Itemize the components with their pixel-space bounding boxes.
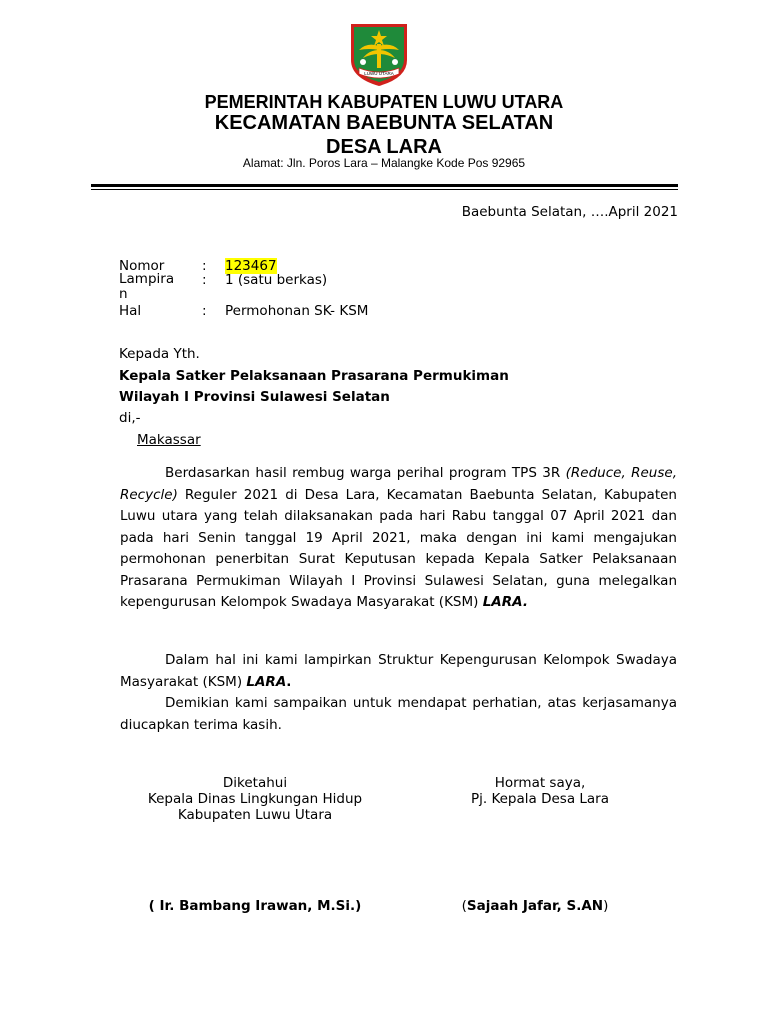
body-p2-end: .	[286, 673, 292, 690]
signature-right-line1: Hormat saya,	[494, 775, 586, 791]
signature-right-line2: Pj. Kepala Desa Lara	[470, 791, 610, 807]
body-p2-text: Dalam hal ini kami lampirkan Struktur Kepengurusan Kelompok Swadaya Masyarakat (KSM)	[120, 652, 677, 690]
header-government-line: PEMERINTAH KABUPATEN LUWU UTARA	[204, 92, 564, 112]
body-paragraph-1	[120, 463, 677, 614]
recipient-city: Makassar	[137, 432, 201, 448]
signature-right-name-line	[390, 898, 680, 914]
lampiran-label-part2: n	[119, 286, 128, 302]
recipient-greeting: Kepada Yth.	[119, 346, 200, 362]
signature-left-line3: Kabupaten Luwu Utara	[177, 807, 333, 823]
recipient-title-line2: Wilayah I Provinsi Sulawesi Selatan	[119, 389, 390, 405]
signature-right-name: Sajaah Jafar, S.AN	[466, 898, 604, 914]
body-paragraph-2	[120, 650, 677, 693]
header-district-line: KECAMATAN BAEBUNTA SELATAN	[214, 112, 554, 134]
nomor-colon: :	[202, 258, 207, 274]
body-p2-bold-name: LARA	[246, 673, 287, 690]
header-divider-thin	[91, 189, 678, 190]
hal-label: Hal	[119, 303, 142, 319]
body-p1-italic: (Reduce, Reuse, Recycle)	[120, 465, 677, 503]
signature-right-open-paren: (	[461, 898, 467, 914]
lampiran-label-part1: Lampira	[119, 271, 175, 287]
nomor-value-highlight: 123467	[225, 258, 277, 274]
header-village-line: DESA LARA	[326, 136, 442, 158]
emblem-ribbon-text: LUWU UTARA	[364, 71, 394, 76]
header-divider-thick	[91, 184, 678, 187]
hal-colon: :	[202, 303, 207, 319]
hal-value: Permohonan SK- KSM	[225, 303, 369, 319]
signature-left-block	[110, 775, 400, 823]
signature-right-block	[395, 775, 685, 807]
recipient-title-line1: Kepala Satker Pelaksanaan Prasarana Permukiman	[119, 368, 509, 384]
lampiran-label	[119, 272, 174, 302]
signature-right-close-paren: )	[603, 898, 609, 914]
body-p1-bold-name: LARA.	[482, 594, 528, 610]
body-p3-text: Demikian kami sampaikan untuk mendapat perhatian, atas kerjasamanya diucapkan terima kasih.	[120, 695, 677, 733]
lampiran-value: 1 (satu berkas)	[225, 272, 328, 288]
lampiran-colon: :	[202, 272, 207, 288]
signature-left-line1: Diketahui	[222, 775, 288, 791]
header-address: Alamat: Jln. Poros Lara – Malangke Kode Pos 92965	[242, 156, 526, 170]
regency-emblem-logo	[345, 20, 413, 88]
letter-date: Baebunta Selatan, ….April 2021	[461, 204, 678, 220]
body-p1-text-b: Reguler 2021 di Desa Lara, Kecamatan Baebunta Selatan, Kabupaten Luwu utara yang telah dilaksanakan pada hari Rabu tanggal 07 April 2021 dan pada hari Senin tanggal 19 April 2021, maka dengan ini kami mengajukan permohonan penerbitan Surat Keputusan kepada Kepala Satker Pelaksanaan Prasarana Permukiman Wilayah I Provinsi Sulawesi Selatan, guna melegalkan kepengurusan Kelompok Swadaya Masyarakat (KSM)	[120, 486, 677, 610]
nomor-label: Nomor	[119, 258, 165, 274]
signature-left-name: ( Ir. Bambang Irawan, M.Si.)	[148, 898, 362, 914]
signature-left-line2: Kepala Dinas Lingkungan Hidup	[147, 791, 363, 807]
body-p1-text-a: Berdasarkan hasil rembug warga perihal program TPS 3R	[165, 465, 566, 481]
recipient-di: di,-	[119, 410, 141, 426]
body-paragraph-3	[120, 693, 677, 736]
